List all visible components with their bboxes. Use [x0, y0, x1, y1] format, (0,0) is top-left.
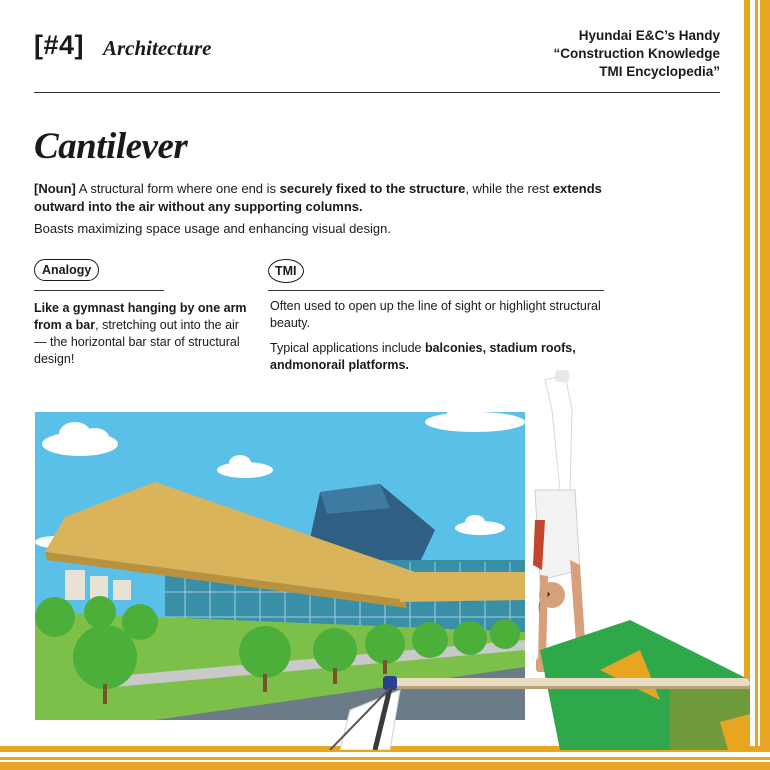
definition-bold-1: securely fixed to the structure — [279, 181, 466, 196]
definition-text-2: , while the rest — [465, 181, 553, 196]
boast-text: Boasts maximizing space usage and enhancing visual design. — [34, 221, 391, 236]
series-title-line2: “Construction Knowledge — [553, 46, 720, 61]
analogy-badge: Analogy — [34, 259, 99, 281]
analogy-bold: Like a gymnast hanging by one arm from a bar — [34, 301, 247, 332]
term-title: Cantilever — [34, 126, 188, 167]
horizontal-bar-illustration — [300, 610, 750, 750]
tmi-divider — [268, 290, 604, 291]
analogy-rest: , stretching out into the air — the horizontal bar star of structural design! — [34, 318, 240, 366]
header-divider — [34, 92, 720, 93]
tmi-text-2-prefix: Typical applications include — [270, 341, 425, 355]
definition-bold-2: extends outward into the air without any supporting columns. — [34, 181, 602, 214]
analogy-divider — [34, 290, 164, 291]
analogy-text — [34, 300, 249, 368]
tmi-text-2 — [270, 340, 630, 374]
series-title-line3: TMI Encyclopedia” — [599, 64, 720, 79]
series-title-line1: Hyundai E&C’s Handy — [578, 28, 720, 43]
definition-tag: [Noun] — [34, 181, 76, 196]
definition — [34, 180, 634, 216]
definition-text-1: A structural form where one end is — [75, 181, 280, 196]
category-title: Architecture — [103, 36, 212, 60]
series-title — [460, 27, 720, 81]
episode-number: [#4] — [34, 30, 85, 60]
tmi-text-1: Often used to open up the line of sight or highlight structural beauty. — [270, 299, 601, 330]
tmi-badge: TMI — [268, 259, 304, 283]
tmi-text-2-bold: balconies, stadium roofs, andmonorail platforms. — [270, 341, 576, 372]
